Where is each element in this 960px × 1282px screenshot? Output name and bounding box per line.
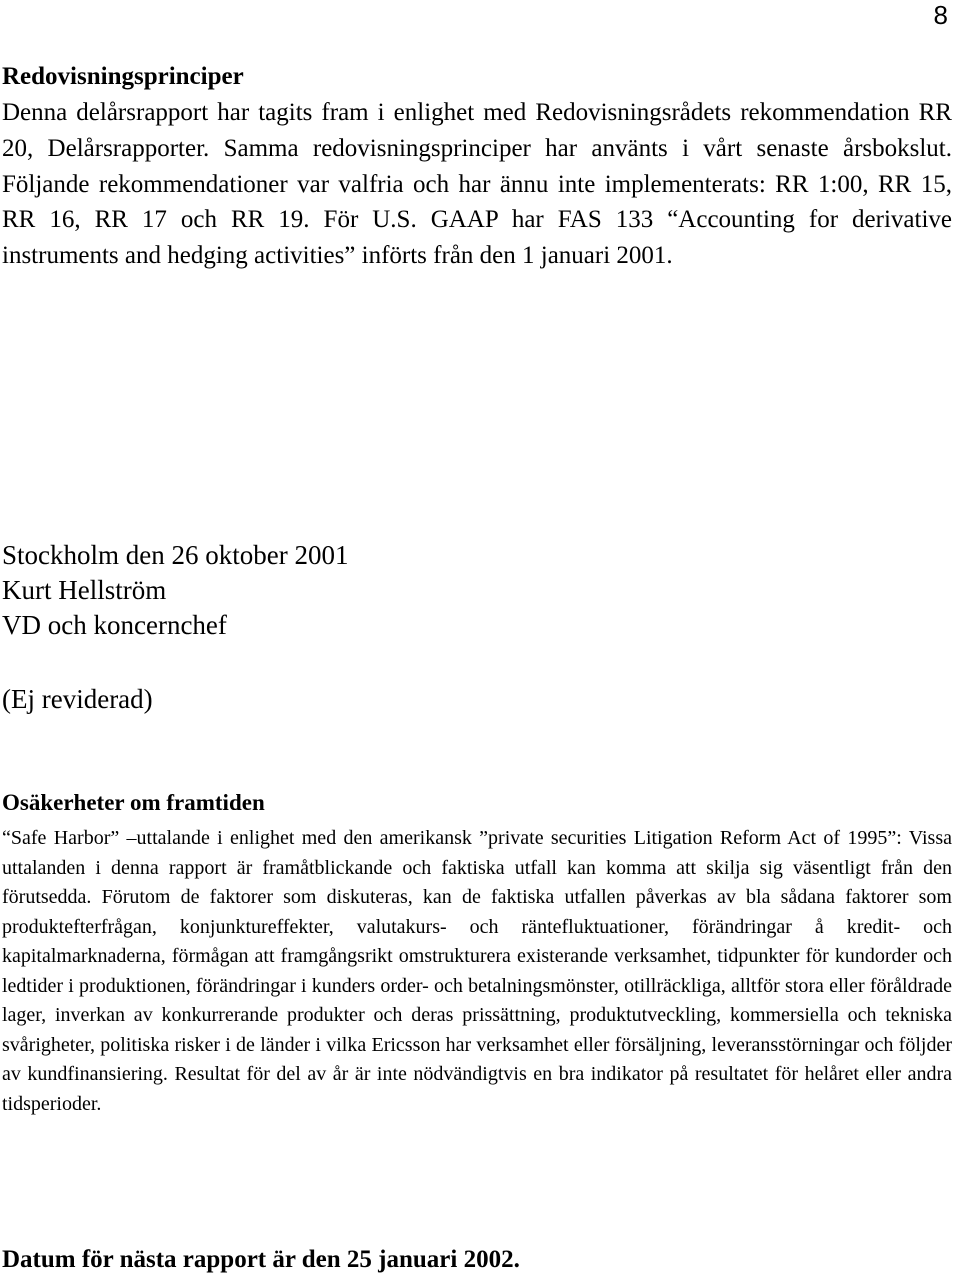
safe-harbor-text: “Safe Harbor” –uttalande i enlighet med den amerikansk ”private securities Litigation Reform Act of 1995”: Vissa uttalanden i denna rapport är framåtblickande och faktiska utfall kan komma att skilja sig väsentligt från den förutsedda. Förutom de faktorer som diskuteras, kan de faktiska utfallen påverkas av bla sådana faktorer som produktefterfrågan, konjunktureffekter, valutakurs- och räntefluktuationer, förändringar å kredit- och kapitalmarknaderna, förmågan att framgångsrikt omstrukturera existerande verksamhet, tidpunkter för kundorder och ledtider i produktionen, förändringar i kunders order- och betalningsmönster, otillräckliga, alltför stora eller föråldrade lager, inverkan av konkurrerande produkter och deras prissättning, produktutveckling, kommersiella och tekniska svårigheter, politiska risker i de länder i vilka Ericsson har verksamhet eller försäljning, leveransstörningar och följder av kundfinansiering. Resultat för del av år är inte nödvändigtvis en bra indikator på resultatet för helåret eller andra tidsperioder. bbox=[2, 827, 952, 1115]
accounting-principles-heading: Redovisningsprinciper bbox=[2, 63, 244, 90]
signature-title: VD och koncernchef bbox=[2, 610, 227, 640]
page-number: 8 bbox=[933, 0, 948, 30]
signature-block bbox=[2, 538, 348, 643]
accounting-principles-text: Denna delårsrapport har tagits fram i enlighet med Redovisningsrådets rekommendation RR 20, Delårsrapporter. Samma redovisningsprinciper har använts i vårt senaste årsbokslut. Följande rekommendationer var valfria och har ännu inte implementerats: RR 1:00, RR 15, RR 16, RR 17 och RR 19. För U.S. GAAP har FAS 133 “Accounting for derivative instruments and hedging activities” införts från den 1 januari 2001. bbox=[2, 99, 952, 270]
signature-place-date: Stockholm den 26 oktober 2001 bbox=[2, 540, 349, 570]
next-report-date: Datum för nästa rapport är den 25 januari 2002. bbox=[2, 1246, 520, 1273]
uncertainty-heading: Osäkerheter om framtiden bbox=[2, 790, 265, 815]
unaudited-note: (Ej reviderad) bbox=[2, 684, 153, 714]
signature-name: Kurt Hellström bbox=[2, 575, 167, 605]
